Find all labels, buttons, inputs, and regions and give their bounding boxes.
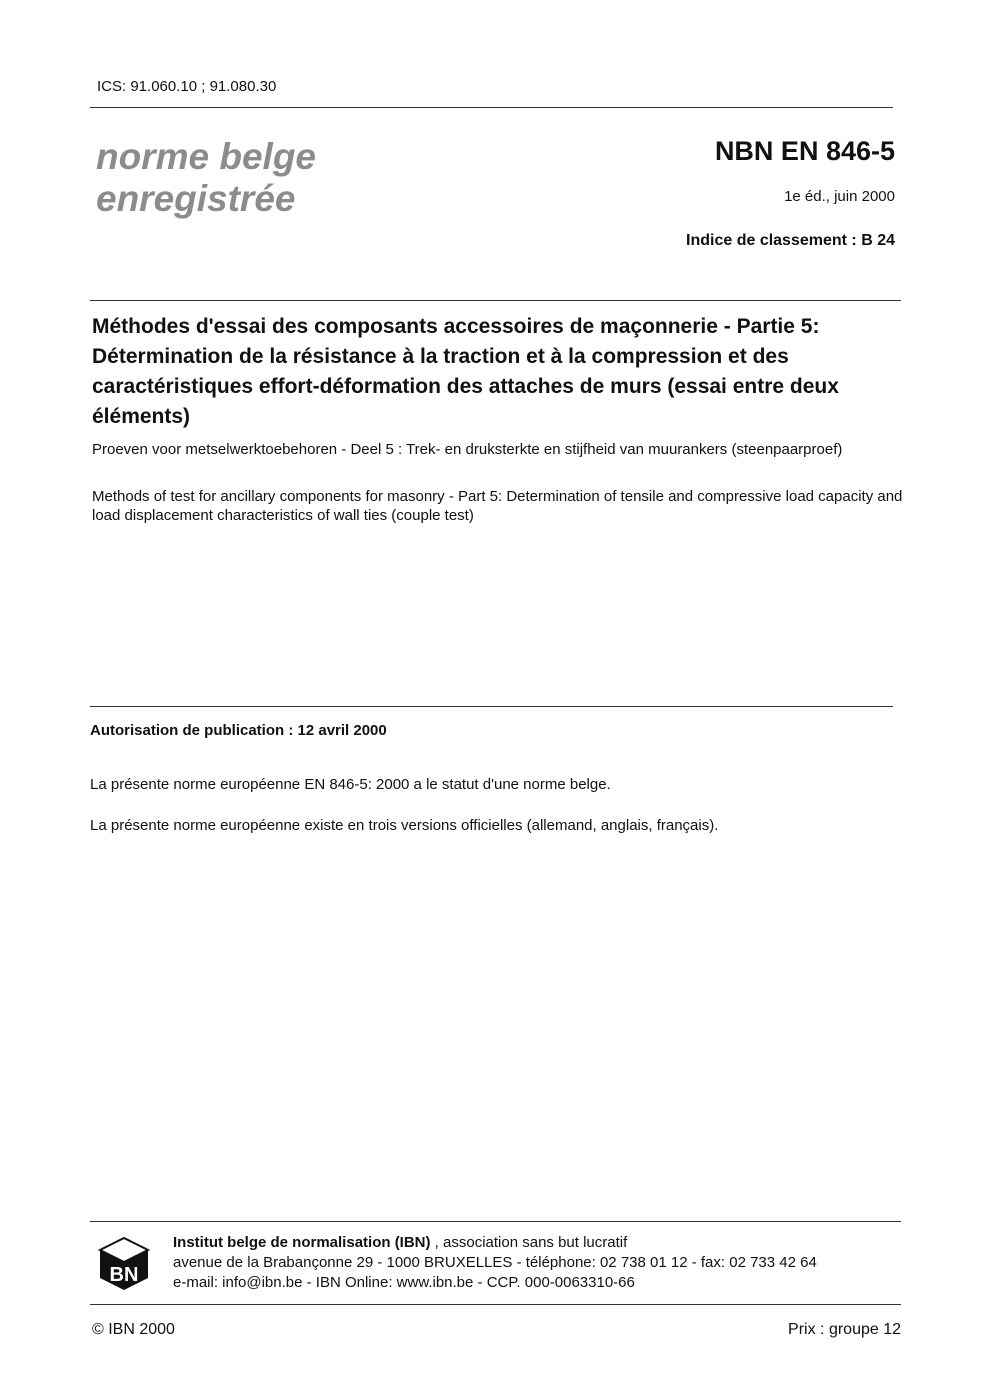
title-french: Méthodes d'essai des composants accessoires de maçonnerie - Partie 5: Détermination de la résistance à la traction et à la compression et des caractéristiques effort-déformation des attaches de murs (essai entre deux éléments): [92, 315, 839, 428]
ibn-logo-icon: [96, 1236, 152, 1292]
organisation-contact: e-mail: info@ibn.be - IBN Online: www.ibn.be - CCP. 000-0063310-66: [173, 1274, 635, 1291]
title-dutch: Proeven voor metselwerktoebehoren - Deel 5 : Trek- en druksterkte en stijfheid van muurankers (steenpaarproef): [92, 441, 843, 458]
organisation-address: avenue de la Brabançonne 29 - 1000 BRUXELLES - téléphone: 02 738 01 12 - fax: 02 733 42 64: [173, 1254, 817, 1271]
classification-index: Indice de classement : B 24: [686, 232, 895, 249]
versions-paragraph: La présente norme européenne existe en trois versions officielles (allemand, anglais, français).: [90, 817, 719, 834]
title-top-divider: [90, 300, 901, 301]
norme-belge-heading: [96, 136, 316, 220]
footer-bottom-divider: [90, 1304, 901, 1305]
header-divider: [90, 107, 893, 108]
title-bottom-divider: [90, 706, 893, 707]
organisation-line: [173, 1233, 817, 1253]
standard-number: NBN EN 846-5: [714, 136, 895, 166]
norme-belge-line1: norme belge: [96, 136, 316, 177]
price-group: Prix : groupe 12: [788, 1321, 901, 1338]
organisation-suffix: , association sans but lucratif: [430, 1234, 628, 1251]
copyright: © IBN 2000: [92, 1321, 175, 1338]
status-paragraph: La présente norme européenne EN 846-5: 2000 a le statut d'une norme belge.: [90, 776, 611, 793]
footer-divider: [90, 1221, 901, 1222]
norme-belge-line2: enregistrée: [96, 178, 296, 219]
organisation-info: [173, 1233, 817, 1293]
ics-codes: ICS: 91.060.10 ; 91.080.30: [97, 78, 277, 95]
logo-letters: BN: [109, 1264, 139, 1286]
title-english: Methods of test for ancillary components for masonry - Part 5: Determination of tensile and compressive load capacity and load displacement characteristics of wall ties (couple test): [92, 488, 903, 524]
organisation-name: Institut belge de normalisation (IBN): [173, 1234, 431, 1251]
publication-authorisation: Autorisation de publication : 12 avril 2000: [90, 722, 387, 739]
edition-date: 1e éd., juin 2000: [784, 188, 895, 205]
